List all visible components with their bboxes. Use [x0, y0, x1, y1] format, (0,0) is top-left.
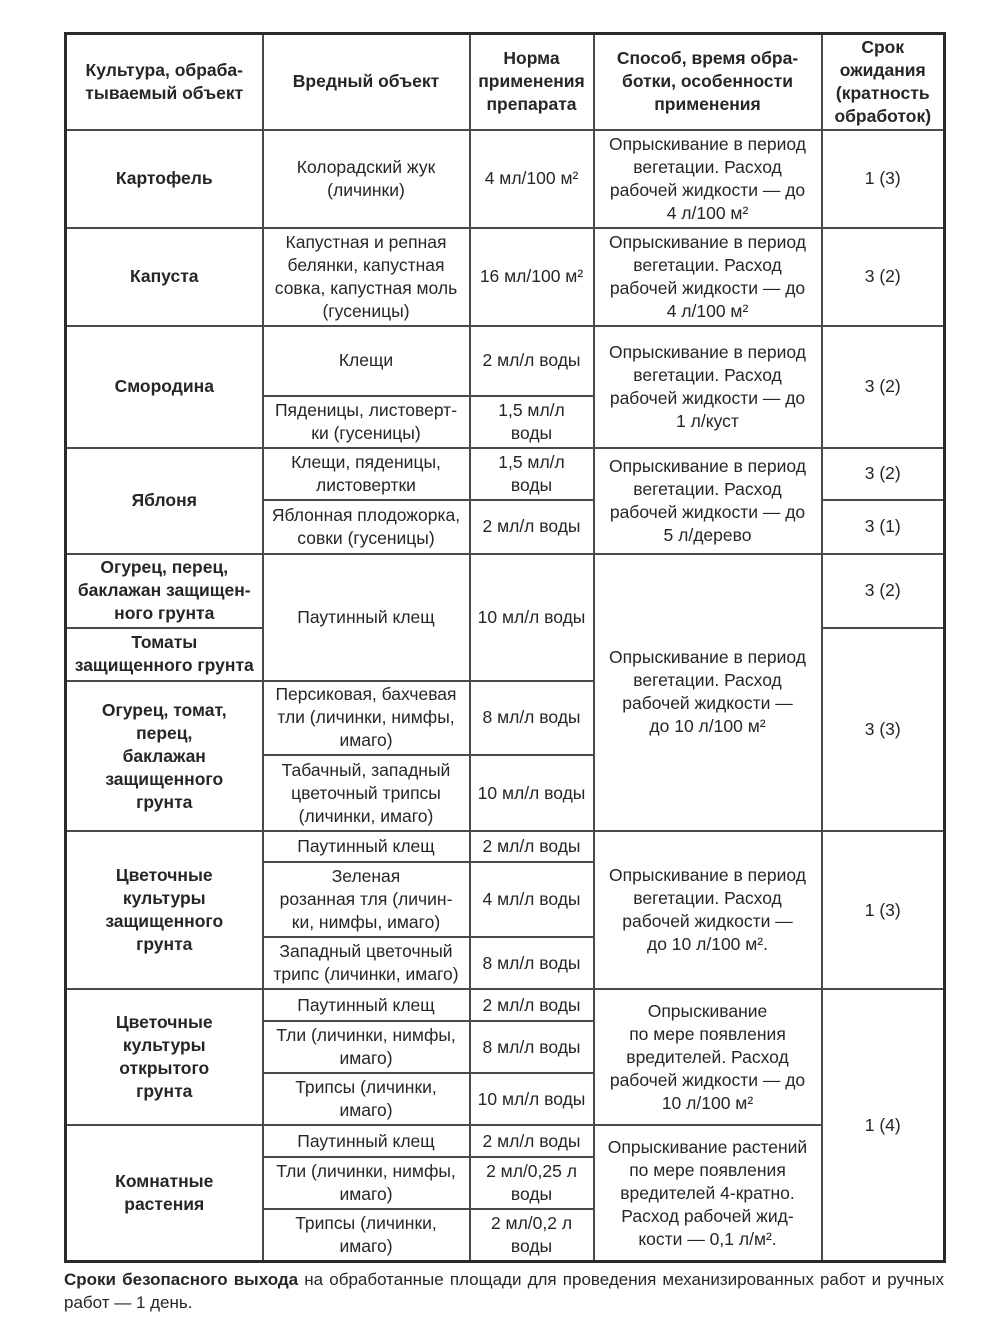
- method-cell: Опрыскивание по мере появления вредителей. Расход рабочей жидкости — до 10 л/100 м²: [594, 989, 822, 1125]
- wait-cell: 1 (4): [822, 989, 945, 1261]
- pesticide-application-table: [64, 32, 946, 1263]
- table-row: [66, 831, 945, 862]
- rate-cell: 16 мл/100 м²: [470, 228, 594, 326]
- pest-cell: Табачный, западный цветочный трипсы (личинки, имаго): [263, 755, 470, 831]
- wait-cell: 3 (3): [822, 628, 945, 831]
- table-row: [66, 554, 945, 628]
- method-cell: Опрыскивание в период вегетации. Расход рабочей жидкости — до 4 л/100 м²: [594, 130, 822, 228]
- crop-cell: Цветочные культуры открытого грунта: [66, 989, 263, 1125]
- method-cell: Опрыскивание растений по мере появления вредителей 4-кратно. Расход рабочей жид- кости — 0,1 л/м².: [594, 1125, 822, 1261]
- rate-cell: 2 мл/л воды: [470, 1125, 594, 1157]
- pest-cell: Капустная и репная белянки, капустная совка, капустная моль (гусеницы): [263, 228, 470, 326]
- crop-cell: Огурец, томат, перец, баклажан защищенного грунта: [66, 681, 263, 831]
- rate-cell: 2 мл/л воды: [470, 326, 594, 396]
- table-row: [66, 130, 945, 228]
- pest-cell: Западный цветочный трипс (личинки, имаго): [263, 937, 470, 989]
- rate-cell: 8 мл/л воды: [470, 937, 594, 989]
- pest-cell: Яблонная плодожорка, совки (гусеницы): [263, 500, 470, 554]
- rate-cell: 10 мл/л воды: [470, 755, 594, 831]
- crop-cell: Яблоня: [66, 448, 263, 554]
- rate-cell: 10 мл/л воды: [470, 1073, 594, 1125]
- header-crop: Культура, обраба- тываемый объект: [66, 34, 263, 130]
- pest-cell: Трипсы (личинки, имаго): [263, 1073, 470, 1125]
- table-row: [66, 326, 945, 396]
- pest-cell: Трипсы (личинки, имаго): [263, 1209, 470, 1261]
- table-row: [66, 448, 945, 500]
- pest-cell: Колорадский жук (личинки): [263, 130, 470, 228]
- header-wait: Срок ожидания (кратность обработок): [822, 34, 945, 130]
- crop-cell: Картофель: [66, 130, 263, 228]
- crop-cell: Огурец, перец, баклажан защищен- ного грунта: [66, 554, 263, 628]
- method-cell: Опрыскивание в период вегетации. Расход рабочей жидкости — до 10 л/100 м².: [594, 831, 822, 989]
- crop-cell: Смородина: [66, 326, 263, 448]
- wait-cell: 3 (2): [822, 326, 945, 448]
- method-cell: Опрыскивание в период вегетации. Расход рабочей жидкости — до 4 л/100 м²: [594, 228, 822, 326]
- header-row: [66, 34, 945, 130]
- header-method: Способ, время обра- ботки, особенности применения: [594, 34, 822, 130]
- crop-cell: Цветочные культуры защищенного грунта: [66, 831, 263, 989]
- wait-cell: 1 (3): [822, 831, 945, 989]
- rate-cell: 2 мл/л воды: [470, 831, 594, 862]
- pest-cell: Тли (личинки, нимфы, имаго): [263, 1157, 470, 1209]
- rate-cell: 1,5 мл/л воды: [470, 448, 594, 500]
- table-row: [66, 989, 945, 1021]
- footnote: [64, 1268, 944, 1314]
- footnote-bold: Сроки безопасного выхода: [64, 1270, 299, 1289]
- wait-cell: 1 (3): [822, 130, 945, 228]
- rate-cell: 8 мл/л воды: [470, 1021, 594, 1073]
- rate-cell: 1,5 мл/л воды: [470, 396, 594, 448]
- rate-cell: 2 мл/л воды: [470, 500, 594, 554]
- wait-cell: 3 (2): [822, 554, 945, 628]
- crop-cell: Комнатные растения: [66, 1125, 263, 1261]
- crop-cell: Томаты защищенного грунта: [66, 628, 263, 681]
- pest-cell: Паутинный клещ: [263, 831, 470, 862]
- rate-cell: 4 мл/100 м²: [470, 130, 594, 228]
- rate-cell: 2 мл/0,25 л воды: [470, 1157, 594, 1209]
- pest-cell: Клещи: [263, 326, 470, 396]
- pest-cell: Паутинный клещ: [263, 554, 470, 681]
- wait-cell: 3 (1): [822, 500, 945, 554]
- rate-cell: 10 мл/л воды: [470, 554, 594, 681]
- method-cell: Опрыскивание в период вегетации. Расход рабочей жидкости — до 10 л/100 м²: [594, 554, 822, 831]
- method-cell: Опрыскивание в период вегетации. Расход рабочей жидкости — до 1 л/куст: [594, 326, 822, 448]
- pest-cell: Зеленая розанная тля (личин- ки, нимфы, имаго): [263, 862, 470, 937]
- crop-cell: Капуста: [66, 228, 263, 326]
- rate-cell: 2 мл/л воды: [470, 989, 594, 1021]
- method-cell: Опрыскивание в период вегетации. Расход рабочей жидкости — до 5 л/дерево: [594, 448, 822, 554]
- table-row: [66, 1125, 945, 1157]
- table-row: [66, 228, 945, 326]
- rate-cell: 2 мл/0,2 л воды: [470, 1209, 594, 1261]
- wait-cell: 3 (2): [822, 228, 945, 326]
- footnote-text: на обработанные площади для проведения механизированных работ и ручных работ — 1 день.: [64, 1270, 944, 1312]
- rate-cell: 4 мл/л воды: [470, 862, 594, 937]
- pest-cell: Тли (личинки, нимфы, имаго): [263, 1021, 470, 1073]
- rate-cell: 8 мл/л воды: [470, 681, 594, 755]
- header-rate: Норма применения препарата: [470, 34, 594, 130]
- pest-cell: Пяденицы, листоверт- ки (гусеницы): [263, 396, 470, 448]
- header-pest: Вредный объект: [263, 34, 470, 130]
- wait-cell: 3 (2): [822, 448, 945, 500]
- pest-cell: Паутинный клещ: [263, 989, 470, 1021]
- pest-cell: Персиковая, бахчевая тли (личинки, нимфы, имаго): [263, 681, 470, 755]
- pest-cell: Паутинный клещ: [263, 1125, 470, 1157]
- pest-cell: Клещи, пяденицы, листовертки: [263, 448, 470, 500]
